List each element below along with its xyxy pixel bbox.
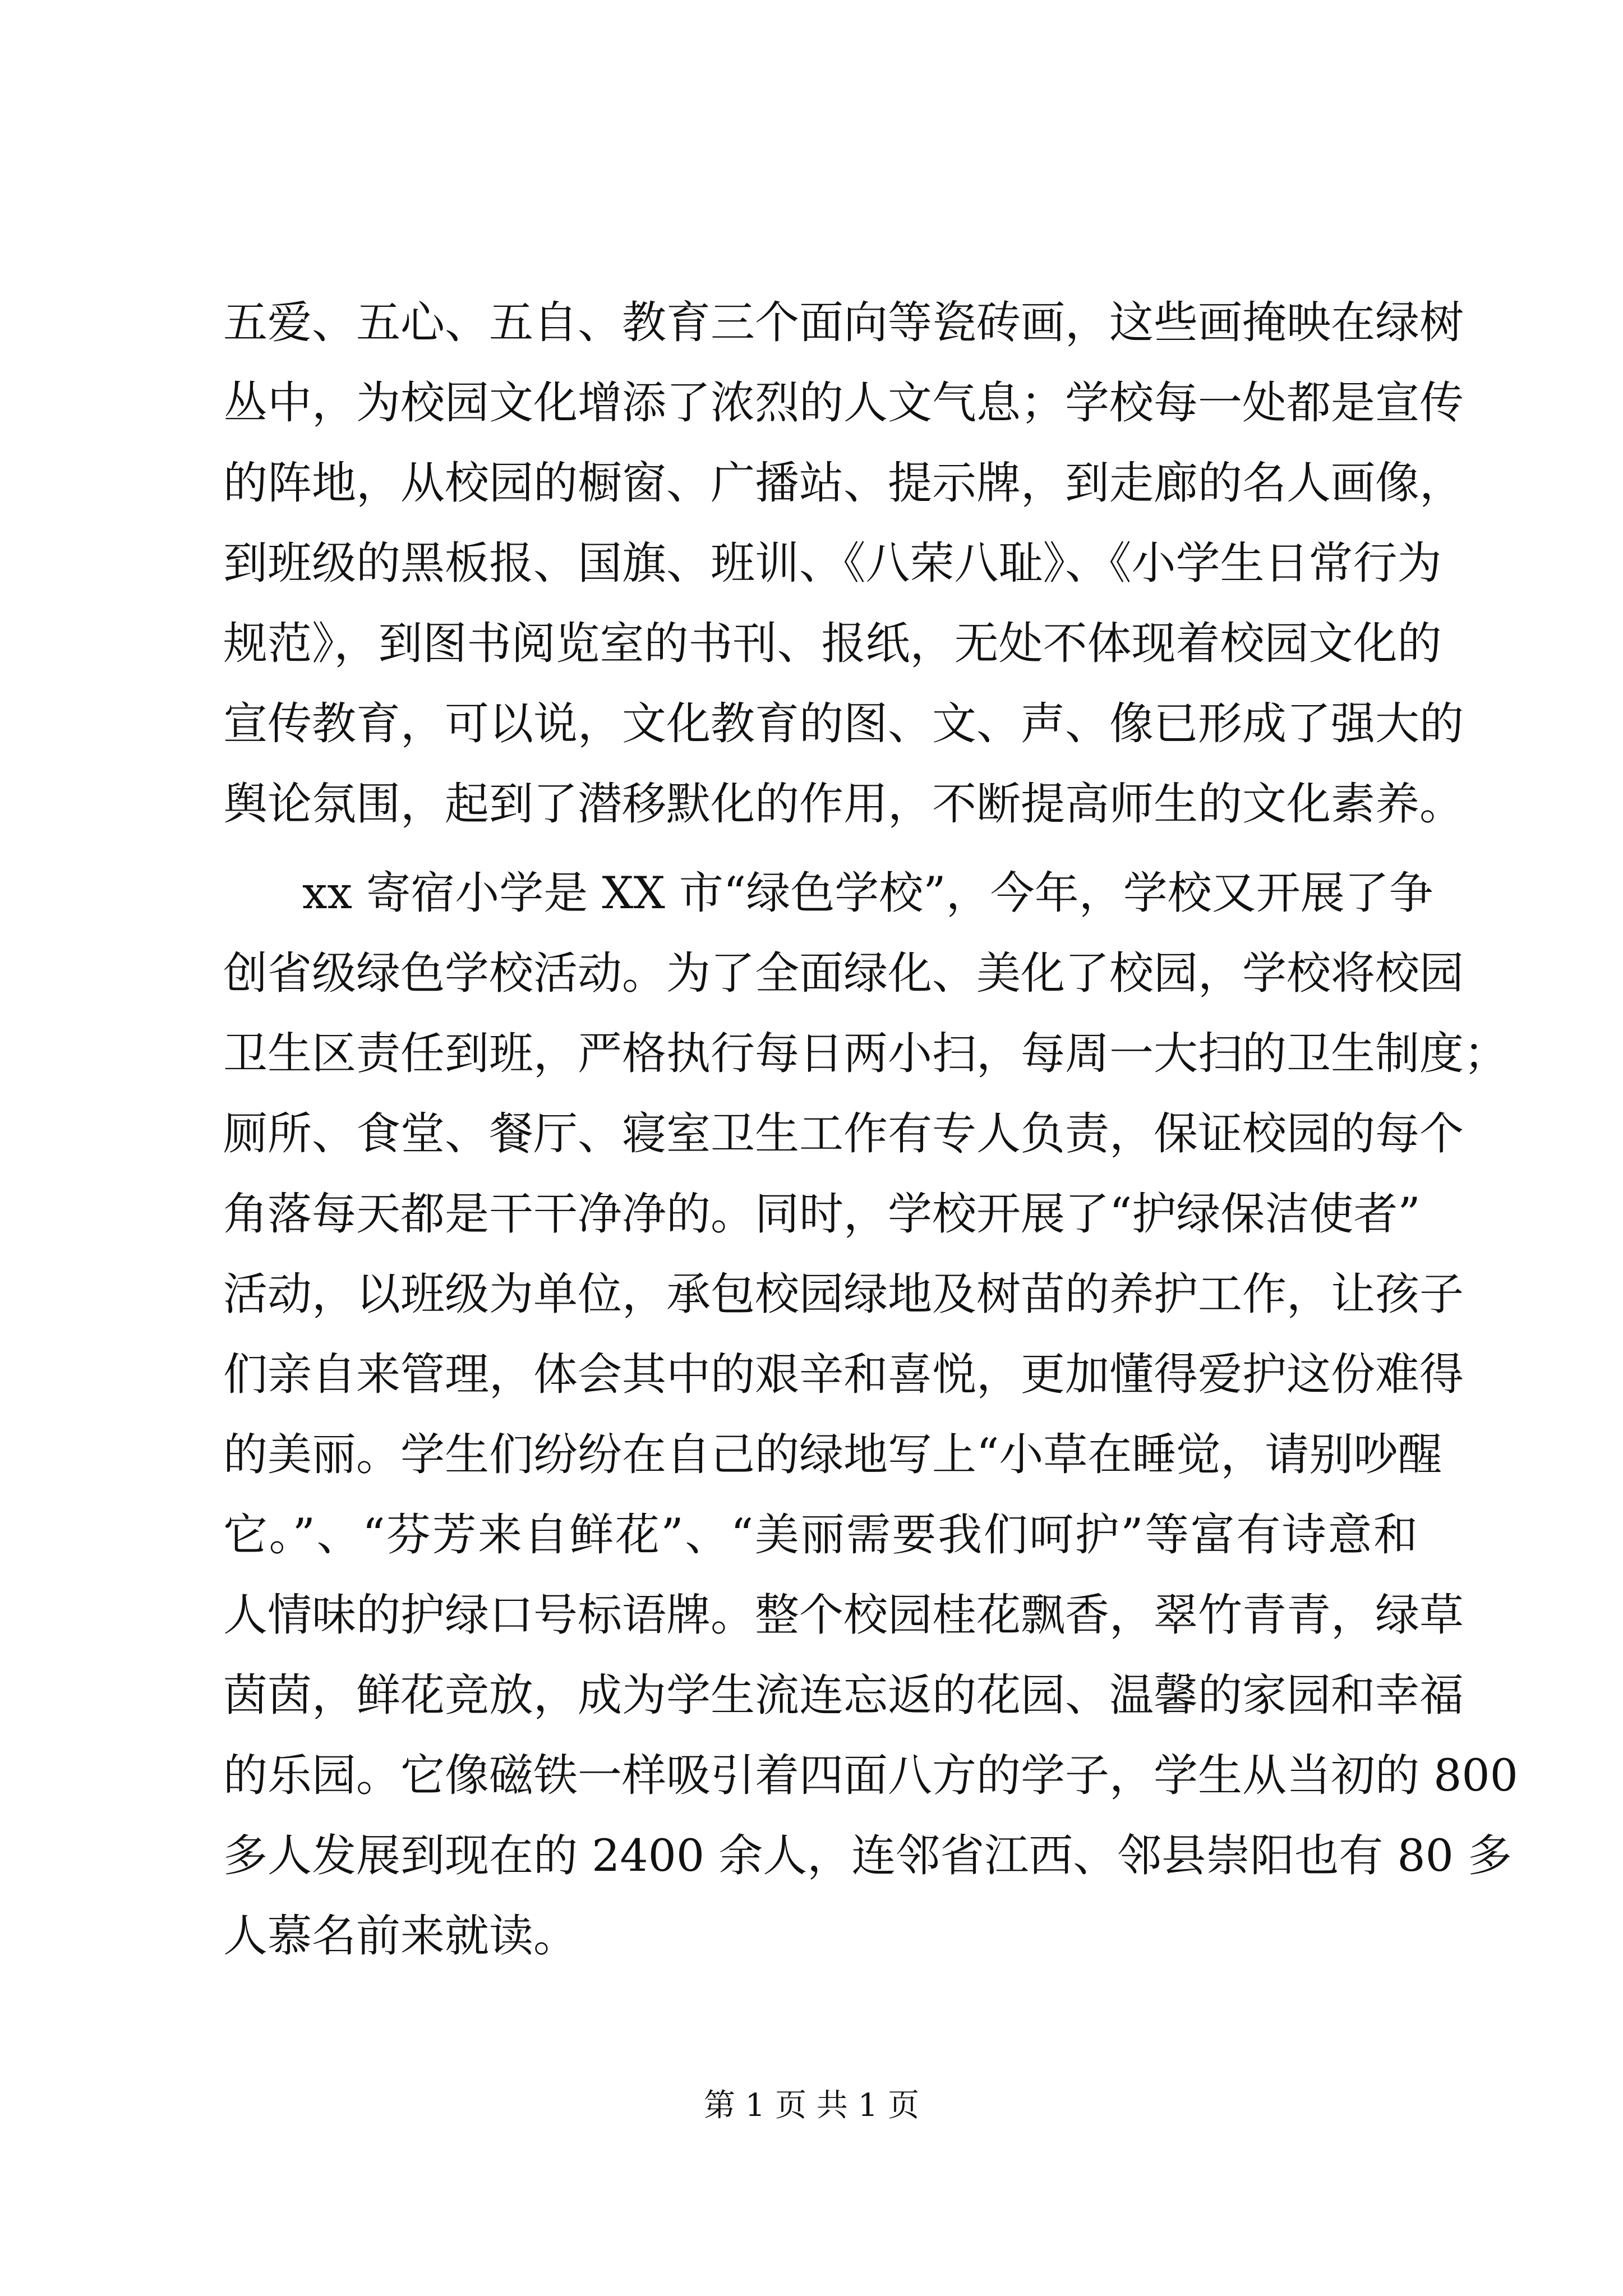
text-line: 人情味的护绿口号标语牌。整个校园桂花飘香，翠竹青青，绿草 xyxy=(223,1589,1464,1641)
text-line: 到班级的黑板报、国旗、班训、《八荣八耻》、《小学生日常行为 xyxy=(223,537,1442,589)
text-line: 角落每天都是干干净净的。同时，学校开展了“护绿保洁使者” xyxy=(223,1188,1421,1240)
text-line: 规范》，到图书阅览室的书刊、报纸，无处不体现着校园文化的 xyxy=(223,618,1442,669)
text-line: 茵茵，鲜花竞放，成为学生流连忘返的花园、温馨的家园和幸福 xyxy=(223,1669,1464,1721)
text-line: 的美丽。学生们纷纷在自己的绿地写上“小草在睡觉，请别吵醒 xyxy=(223,1429,1442,1480)
text-line: 厕所、食堂、餐厅、寝室卫生工作有专人负责，保证校园的每个 xyxy=(223,1108,1464,1159)
text-line: 的阵地，从校园的橱窗、广播站、提示牌，到走廊的名人画像， xyxy=(223,457,1464,509)
text-line: 卫生区责任到班，严格执行每日两小扫，每周一大扫的卫生制度； xyxy=(223,1028,1508,1079)
text-line: 五爱、五心、五自、教育三个面向等瓷砖画，这些画掩映在绿树 xyxy=(223,297,1464,348)
text-line: 活动，以班级为单位，承包校园绿地及树苗的养护工作，让孩子 xyxy=(223,1268,1464,1320)
text-line: 它。”、“芬芳来自鲜花”、“美丽需要我们呵护”等富有诗意和 xyxy=(223,1509,1418,1561)
text-line: 舆论氛围，起到了潜移默化的作用，不断提高师生的文化素养。 xyxy=(223,778,1464,830)
text-line: 丛中，为校园文化增添了浓烈的人文气息；学校每一处都是宣传 xyxy=(223,377,1464,429)
text-line: 的乐园。它像磁铁一样吸引着四面八方的学子，学生从当初的 800 xyxy=(223,1750,1518,1801)
page-footer xyxy=(0,2083,1623,2128)
text-line: 创省级绿色学校活动。为了全面绿化、美化了校园，学校将校园 xyxy=(223,947,1464,999)
text-line: 人慕名前来就读。 xyxy=(223,1910,578,1962)
text-line: xx 寄宿小学是 XX 市“绿色学校”，今年，学校又开展了争 xyxy=(302,867,1433,919)
text-line: 宣传教育，可以说，文化教育的图、文、声、像已形成了强大的 xyxy=(223,698,1464,749)
text-line: 们亲自来管理，体会其中的艰辛和喜悦，更加懂得爱护这份难得 xyxy=(223,1349,1464,1400)
page-number-label: 第 1 页 共 1 页 xyxy=(703,2087,920,2124)
text-line: 多人发展到现在的 2400 余人，连邻省江西、邻县崇阳也有 80 多 xyxy=(223,1830,1513,1881)
